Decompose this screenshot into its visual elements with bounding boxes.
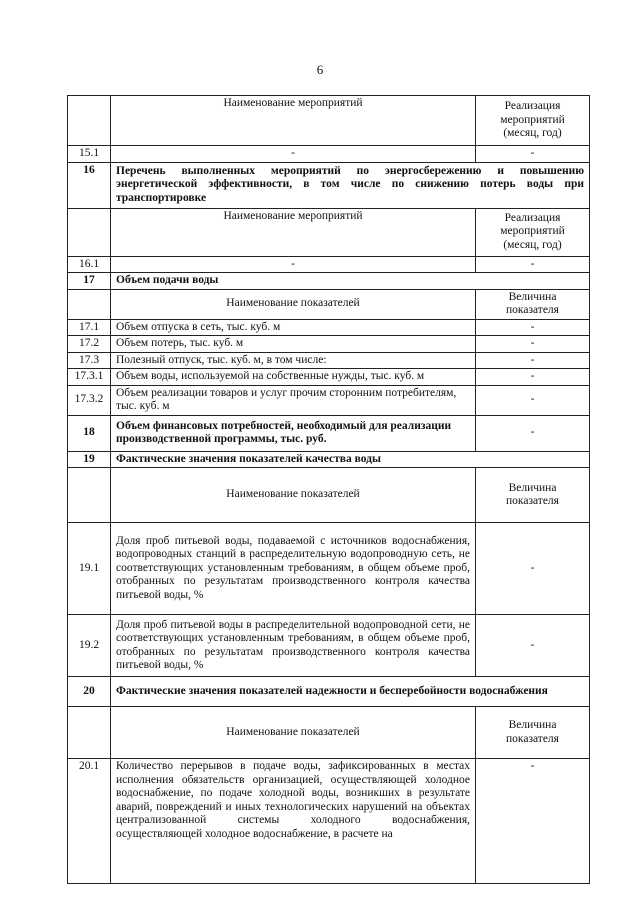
- row-name: Объем воды, используемой на собственные нужды, тыс. куб. м: [111, 369, 476, 386]
- row-name: Количество перерывов в подаче воды, зафиксированных в местах исполнения обязательств организацией, осуществляющей холодное водоснабжение, по подаче холодной воды, возникших в результате аварий, повреждений и иных технологических нарушений на объектах централизованной системы холодного водоснабжения, осуществляющей холодное водоснабжение, в расчете на: [111, 759, 476, 884]
- section-row: [68, 677, 590, 707]
- table-row: [68, 759, 590, 884]
- row-value: -: [476, 415, 590, 451]
- header-measures-impl: Реализация мероприятий (месяц, год): [476, 208, 590, 256]
- row-number: 15.1: [68, 146, 111, 163]
- row-value: -: [476, 369, 590, 386]
- header-indicators-value: Величина показателя: [476, 289, 590, 319]
- section-number: 19: [68, 451, 111, 468]
- row-number: 19.1: [68, 523, 111, 615]
- row-name: -: [111, 146, 476, 163]
- table-header-row: [68, 96, 590, 146]
- row-name: Объем реализации товаров и услуг прочим сторонним потребителям, тыс. куб. м: [111, 385, 476, 415]
- row-value: -: [476, 146, 590, 163]
- table-row: [68, 146, 590, 163]
- table-row: [68, 523, 590, 615]
- row-value: -: [476, 336, 590, 353]
- indicators-table: [67, 95, 590, 884]
- table-header-row: [68, 468, 590, 523]
- header-indicators-name: Наименование показателей: [111, 289, 476, 319]
- row-name: Полезный отпуск, тыс. куб. м, в том числе:: [111, 352, 476, 369]
- row-name: Доля проб питьевой воды, подаваемой с источников водоснабжения, водопроводных станций в распределительную водопроводную сеть, не соответствующих установленным требованиям, в общем объеме проб, отобранных по результатам производственного контроля качества питьевой воды, %: [111, 523, 476, 615]
- row-name: Доля проб питьевой воды в распределительной водопроводной сети, не соответствующих установленным требованиям, в общем объеме проб, отобранных по результатам производственного контроля качества питьевой воды, %: [111, 615, 476, 677]
- row-value: -: [476, 256, 590, 273]
- row-number: 17.1: [68, 319, 111, 336]
- row-value: -: [476, 523, 590, 615]
- table-row: [68, 615, 590, 677]
- section-number: 20: [68, 677, 111, 707]
- table-header-row: [68, 208, 590, 256]
- row-value: -: [476, 319, 590, 336]
- table-row: [68, 336, 590, 353]
- section-title: Фактические значения показателей качества воды: [111, 451, 590, 468]
- row-number: 17.3.2: [68, 385, 111, 415]
- table-header-row: [68, 289, 590, 319]
- row-value: -: [476, 352, 590, 369]
- section-title: Объем подачи воды: [111, 273, 590, 290]
- empty-cell: [68, 208, 111, 256]
- header-indicators-name: Наименование показателей: [111, 707, 476, 759]
- section-row: [68, 273, 590, 290]
- table-row: [68, 319, 590, 336]
- row-number: 17.3.1: [68, 369, 111, 386]
- empty-cell: [68, 289, 111, 319]
- section-title: Фактические значения показателей надежности и бесперебойности водоснабжения: [111, 677, 590, 707]
- row-number: 20.1: [68, 759, 111, 884]
- header-indicators-value: Величина показателя: [476, 707, 590, 759]
- section-row: [68, 162, 590, 208]
- table-row: [68, 385, 590, 415]
- empty-cell: [68, 96, 111, 146]
- empty-cell: [68, 707, 111, 759]
- row-value: -: [476, 615, 590, 677]
- row-number: 16.1: [68, 256, 111, 273]
- row-number: 17.3: [68, 352, 111, 369]
- header-measures-name: Наименование мероприятий: [111, 96, 476, 146]
- section-number: 17: [68, 273, 111, 290]
- header-indicators-value: Величина показателя: [476, 468, 590, 523]
- row-value: -: [476, 385, 590, 415]
- row-name: Объем потерь, тыс. куб. м: [111, 336, 476, 353]
- section-number: 16: [68, 162, 111, 208]
- section-title: Перечень выполненных мероприятий по энергосбережению и повышению энергетической эффективности, в том числе по снижению потерь воды при транспортировке: [111, 162, 590, 208]
- section-row: [68, 415, 590, 451]
- table-row: [68, 256, 590, 273]
- header-measures-name: Наименование мероприятий: [111, 208, 476, 256]
- row-number: 17.2: [68, 336, 111, 353]
- section-number: 18: [68, 415, 111, 451]
- row-name: Объем отпуска в сеть, тыс. куб. м: [111, 319, 476, 336]
- table-row: [68, 352, 590, 369]
- header-measures-impl: Реализация мероприятий (месяц, год): [476, 96, 590, 146]
- section-row: [68, 451, 590, 468]
- row-name: -: [111, 256, 476, 273]
- page-number: 6: [316, 62, 324, 77]
- table-row: [68, 369, 590, 386]
- empty-cell: [68, 468, 111, 523]
- row-value: -: [476, 759, 590, 884]
- section-title: Объем финансовых потребностей, необходимый для реализации производственной программы, тыс. руб.: [111, 415, 476, 451]
- table-header-row: [68, 707, 590, 759]
- row-number: 19.2: [68, 615, 111, 677]
- header-indicators-name: Наименование показателей: [111, 468, 476, 523]
